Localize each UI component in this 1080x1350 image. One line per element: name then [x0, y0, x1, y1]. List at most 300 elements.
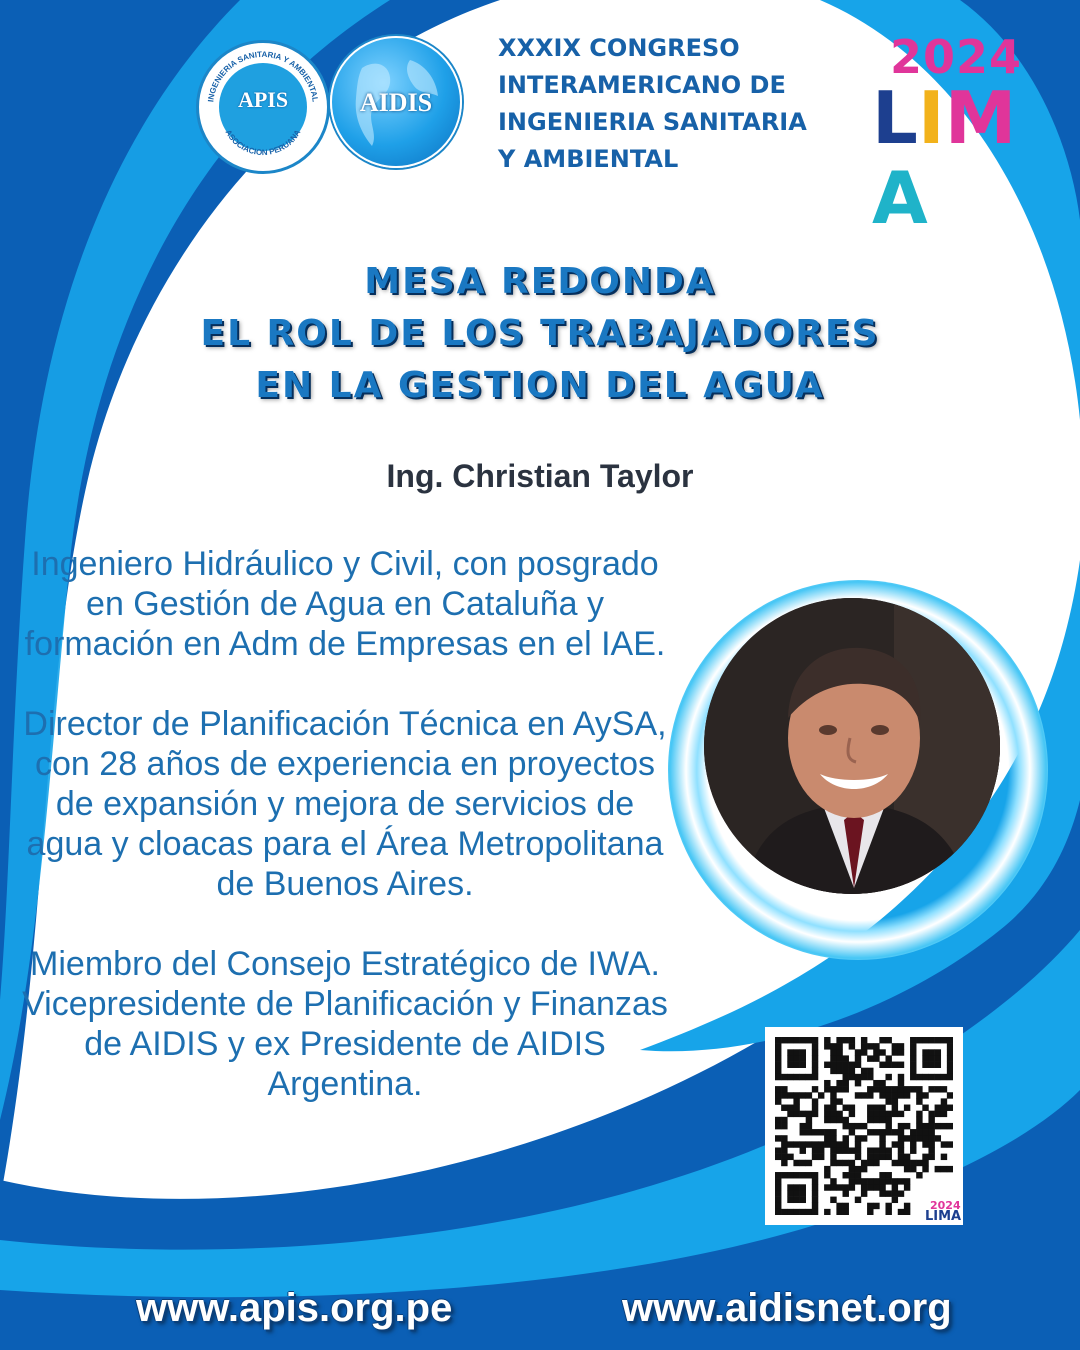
qr-module	[885, 1190, 891, 1196]
qr-module	[830, 1049, 836, 1055]
qr-module	[885, 1129, 891, 1135]
qr-module	[898, 1062, 904, 1068]
qr-module	[916, 1092, 922, 1098]
qr-module	[898, 1129, 904, 1135]
aidis-logo-text: AIDIS	[359, 88, 433, 117]
qr-module	[916, 1129, 922, 1135]
qr-module	[781, 1092, 787, 1098]
qr-module	[849, 1123, 855, 1129]
qr-module	[885, 1074, 891, 1080]
qr-module	[787, 1154, 793, 1160]
qr-module	[873, 1154, 879, 1160]
event-city	[872, 78, 1062, 238]
qr-module	[873, 1043, 879, 1049]
qr-code-pattern	[775, 1037, 953, 1215]
qr-module	[873, 1147, 879, 1153]
qr-module	[941, 1074, 947, 1080]
qr-module	[898, 1190, 904, 1196]
qr-module	[947, 1043, 953, 1049]
city-letter: M	[944, 76, 1017, 160]
qr-module	[812, 1043, 818, 1049]
qr-module	[830, 1043, 836, 1049]
qr-module	[843, 1160, 849, 1166]
qr-module	[824, 1129, 830, 1135]
qr-module	[922, 1154, 928, 1160]
qr-module	[775, 1068, 781, 1074]
qr-module	[836, 1141, 842, 1147]
qr-module	[830, 1160, 836, 1166]
qr-module	[879, 1111, 885, 1117]
qr-module	[879, 1141, 885, 1147]
qr-module	[898, 1049, 904, 1055]
qr-module	[775, 1086, 781, 1092]
qr-module	[947, 1123, 953, 1129]
qr-module	[904, 1135, 910, 1141]
qr-module	[879, 1190, 885, 1196]
qr-module	[861, 1074, 867, 1080]
qr-module	[824, 1080, 830, 1086]
qr-module	[941, 1141, 947, 1147]
qr-module	[781, 1117, 787, 1123]
qr-module	[916, 1086, 922, 1092]
qr-module	[867, 1092, 873, 1098]
qr-module	[843, 1172, 849, 1178]
qr-module	[910, 1160, 916, 1166]
qr-module	[879, 1092, 885, 1098]
qr-module	[935, 1062, 941, 1068]
qr-module	[806, 1092, 812, 1098]
qr-module	[879, 1135, 885, 1141]
qr-module	[800, 1172, 806, 1178]
qr-module	[843, 1203, 849, 1209]
qr-module	[793, 1092, 799, 1098]
qr-module	[855, 1074, 861, 1080]
qr-module	[849, 1074, 855, 1080]
qr-module	[793, 1098, 799, 1104]
qr-module	[941, 1166, 947, 1172]
qr-module	[800, 1184, 806, 1190]
qr-module	[861, 1184, 867, 1190]
qr-module	[800, 1062, 806, 1068]
qr-module	[910, 1147, 916, 1153]
qr-module	[922, 1135, 928, 1141]
qr-module	[855, 1049, 861, 1055]
qr-module	[910, 1043, 916, 1049]
qr-module	[830, 1055, 836, 1061]
apis-logo-text: APIS	[237, 87, 289, 112]
qr-module	[830, 1111, 836, 1117]
qr-module	[830, 1129, 836, 1135]
qr-module	[775, 1184, 781, 1190]
qr-module	[867, 1086, 873, 1092]
qr-module	[849, 1147, 855, 1153]
qr-module	[781, 1086, 787, 1092]
qr-module	[830, 1141, 836, 1147]
qr-module	[793, 1197, 799, 1203]
qr-module	[843, 1037, 849, 1043]
qr-module	[775, 1092, 781, 1098]
qr-module	[775, 1037, 781, 1043]
qr-module	[861, 1160, 867, 1166]
qr-module	[910, 1166, 916, 1172]
qr-module	[812, 1147, 818, 1153]
qr-module	[824, 1184, 830, 1190]
qr-module	[787, 1049, 793, 1055]
qr-module	[775, 1154, 781, 1160]
qr-module	[775, 1197, 781, 1203]
qr-module	[873, 1178, 879, 1184]
qr-module	[793, 1105, 799, 1111]
qr-module	[781, 1135, 787, 1141]
apis-logo	[196, 40, 330, 174]
qr-module	[898, 1092, 904, 1098]
qr-module	[787, 1190, 793, 1196]
qr-module	[861, 1043, 867, 1049]
qr-module	[812, 1154, 818, 1160]
qr-module	[775, 1203, 781, 1209]
qr-module	[935, 1074, 941, 1080]
qr-module	[885, 1055, 891, 1061]
qr-module	[818, 1092, 824, 1098]
qr-module	[910, 1068, 916, 1074]
qr-module	[904, 1105, 910, 1111]
speaker-bio	[20, 544, 670, 1144]
qr-module	[922, 1123, 928, 1129]
qr-module	[843, 1209, 849, 1215]
qr-module	[836, 1111, 842, 1117]
qr-module	[775, 1172, 781, 1178]
qr-module	[867, 1043, 873, 1049]
qr-module	[812, 1037, 818, 1043]
qr-module	[910, 1135, 916, 1141]
qr-module	[947, 1068, 953, 1074]
qr-module	[867, 1178, 873, 1184]
qr-module	[787, 1062, 793, 1068]
qr-module	[855, 1055, 861, 1061]
qr-module	[812, 1197, 818, 1203]
qr-module	[824, 1166, 830, 1172]
qr-module	[898, 1209, 904, 1215]
qr-module	[787, 1055, 793, 1061]
qr-module	[849, 1037, 855, 1043]
qr-module	[855, 1092, 861, 1098]
qr-module	[898, 1154, 904, 1160]
qr-module	[775, 1117, 781, 1123]
qr-module	[806, 1037, 812, 1043]
qr-module	[806, 1141, 812, 1147]
qr-code[interactable]	[765, 1027, 963, 1225]
qr-module	[800, 1049, 806, 1055]
lima-2024-logo	[872, 30, 1062, 240]
svg-text:ASOCIACION PERUANA: ASOCIACION PERUANA	[223, 128, 303, 158]
qr-module	[867, 1074, 873, 1080]
qr-module	[892, 1178, 898, 1184]
qr-module	[935, 1037, 941, 1043]
qr-module	[781, 1141, 787, 1147]
qr-module	[793, 1184, 799, 1190]
qr-module	[855, 1147, 861, 1153]
qr-module	[916, 1172, 922, 1178]
qr-module	[879, 1178, 885, 1184]
qr-module	[781, 1074, 787, 1080]
qr-module	[892, 1049, 898, 1055]
qr-module	[898, 1160, 904, 1166]
qr-module	[861, 1166, 867, 1172]
qr-module	[916, 1098, 922, 1104]
bio-paragraph: Ingeniero Hidráulico y Civil, con posgrado en Gestión de Agua en Cataluña y formación en Adm de Empresas en el IAE.	[24, 545, 666, 663]
qr-module	[812, 1086, 818, 1092]
qr-module	[947, 1037, 953, 1043]
qr-module	[947, 1092, 953, 1098]
qr-module	[812, 1178, 818, 1184]
qr-module	[830, 1105, 836, 1111]
qr-module	[787, 1172, 793, 1178]
qr-module	[836, 1049, 842, 1055]
qr-module	[941, 1154, 947, 1160]
qr-module	[830, 1062, 836, 1068]
qr-module	[812, 1129, 818, 1135]
qr-module	[892, 1098, 898, 1104]
qr-module	[855, 1123, 861, 1129]
qr-module	[830, 1184, 836, 1190]
qr-module	[855, 1197, 861, 1203]
qr-module	[824, 1105, 830, 1111]
qr-module	[885, 1117, 891, 1123]
qr-module	[892, 1184, 898, 1190]
qr-module	[855, 1154, 861, 1160]
qr-module	[916, 1117, 922, 1123]
qr-module	[922, 1074, 928, 1080]
qr-module	[812, 1062, 818, 1068]
qr-module	[928, 1074, 934, 1080]
qr-module	[775, 1147, 781, 1153]
speaker-name: Ing. Christian Taylor	[386, 458, 694, 494]
qr-module	[849, 1068, 855, 1074]
qr-module	[873, 1049, 879, 1055]
qr-module	[800, 1037, 806, 1043]
qr-module	[898, 1141, 904, 1147]
apis-website-link[interactable]: www.apis.org.pe	[136, 1286, 453, 1330]
qr-module	[775, 1098, 781, 1104]
qr-module	[843, 1141, 849, 1147]
qr-module	[904, 1203, 910, 1209]
qr-module	[855, 1178, 861, 1184]
qr-module	[836, 1209, 842, 1215]
qr-module	[898, 1086, 904, 1092]
qr-module	[806, 1209, 812, 1215]
qr-module	[830, 1135, 836, 1141]
qr-module	[867, 1147, 873, 1153]
qr-module	[941, 1037, 947, 1043]
qr-module	[824, 1209, 830, 1215]
qr-module	[836, 1037, 842, 1043]
qr-module	[855, 1062, 861, 1068]
qr-module	[941, 1123, 947, 1129]
qr-module	[793, 1111, 799, 1117]
qr-module	[867, 1068, 873, 1074]
qr-module	[843, 1184, 849, 1190]
qr-module	[812, 1074, 818, 1080]
aidis-website-link[interactable]: www.aidisnet.org	[622, 1286, 952, 1330]
qr-module	[941, 1105, 947, 1111]
qr-module	[904, 1123, 910, 1129]
qr-module	[935, 1123, 941, 1129]
qr-module	[836, 1184, 842, 1190]
qr-module	[885, 1123, 891, 1129]
qr-module	[812, 1111, 818, 1117]
qr-module	[885, 1178, 891, 1184]
qr-module	[898, 1111, 904, 1117]
qr-module	[935, 1135, 941, 1141]
qr-module	[892, 1197, 898, 1203]
qr-module	[885, 1062, 891, 1068]
qr-module	[941, 1086, 947, 1092]
qr-module	[818, 1154, 824, 1160]
qr-module	[843, 1068, 849, 1074]
qr-module	[898, 1178, 904, 1184]
qr-module	[775, 1135, 781, 1141]
qr-module	[806, 1111, 812, 1117]
qr-module	[781, 1037, 787, 1043]
qr-module	[800, 1055, 806, 1061]
qr-module	[916, 1160, 922, 1166]
qr-module	[928, 1062, 934, 1068]
session-title-line: EN LA GESTION DEL AGUA	[255, 365, 825, 406]
qr-module	[812, 1049, 818, 1055]
qr-module	[781, 1147, 787, 1153]
qr-module	[928, 1129, 934, 1135]
qr-module	[873, 1117, 879, 1123]
qr-module	[812, 1055, 818, 1061]
qr-module	[935, 1086, 941, 1092]
congress-line: INTERAMERICANO DE	[498, 71, 786, 99]
qr-module	[793, 1172, 799, 1178]
qr-module	[849, 1105, 855, 1111]
qr-module	[818, 1129, 824, 1135]
qr-module	[928, 1055, 934, 1061]
qr-module	[922, 1037, 928, 1043]
qr-module	[867, 1154, 873, 1160]
qr-module	[910, 1037, 916, 1043]
qr-module	[873, 1129, 879, 1135]
qr-module	[885, 1092, 891, 1098]
qr-module	[775, 1178, 781, 1184]
qr-module	[885, 1098, 891, 1104]
qr-module	[904, 1092, 910, 1098]
qr-module	[873, 1055, 879, 1061]
qr-module	[879, 1062, 885, 1068]
qr-module	[781, 1160, 787, 1166]
qr-module	[800, 1111, 806, 1117]
qr-module	[775, 1209, 781, 1215]
qr-module	[873, 1080, 879, 1086]
qr-badge-year: 2024	[930, 1199, 961, 1212]
qr-module	[775, 1074, 781, 1080]
qr-module	[904, 1178, 910, 1184]
qr-module	[812, 1105, 818, 1111]
qr-module	[904, 1086, 910, 1092]
qr-module	[879, 1105, 885, 1111]
qr-module	[800, 1197, 806, 1203]
qr-module	[947, 1049, 953, 1055]
qr-module	[892, 1190, 898, 1196]
qr-module	[800, 1190, 806, 1196]
qr-module	[800, 1141, 806, 1147]
qr-module	[879, 1049, 885, 1055]
qr-module	[830, 1117, 836, 1123]
qr-module	[910, 1129, 916, 1135]
qr-module	[836, 1086, 842, 1092]
qr-module	[867, 1055, 873, 1061]
qr-module	[830, 1086, 836, 1092]
qr-module	[787, 1141, 793, 1147]
qr-module	[793, 1062, 799, 1068]
qr-module	[867, 1203, 873, 1209]
qr-module	[836, 1147, 842, 1153]
qr-module	[916, 1037, 922, 1043]
qr-module	[879, 1184, 885, 1190]
qr-module	[867, 1129, 873, 1135]
qr-module	[830, 1092, 836, 1098]
qr-module	[812, 1190, 818, 1196]
qr-module	[775, 1062, 781, 1068]
qr-module	[793, 1190, 799, 1196]
qr-module	[836, 1117, 842, 1123]
qr-module	[861, 1092, 867, 1098]
qr-module	[867, 1117, 873, 1123]
qr-module	[928, 1154, 934, 1160]
qr-module	[800, 1147, 806, 1153]
qr-module	[879, 1037, 885, 1043]
congress-title	[498, 30, 868, 178]
qr-module	[800, 1123, 806, 1129]
qr-module	[873, 1203, 879, 1209]
qr-module	[793, 1055, 799, 1061]
qr-module	[885, 1172, 891, 1178]
qr-module	[892, 1092, 898, 1098]
qr-module	[836, 1055, 842, 1061]
qr-module	[916, 1135, 922, 1141]
qr-module	[879, 1147, 885, 1153]
qr-module	[941, 1098, 947, 1104]
session-title-line: EL ROL DE LOS TRABAJADORES	[200, 313, 880, 354]
qr-module	[885, 1111, 891, 1117]
qr-module	[928, 1111, 934, 1117]
qr-module	[922, 1092, 928, 1098]
qr-module	[843, 1105, 849, 1111]
qr-module	[867, 1184, 873, 1190]
qr-module	[843, 1055, 849, 1061]
qr-module	[806, 1172, 812, 1178]
qr-module	[873, 1184, 879, 1190]
qr-module	[781, 1209, 787, 1215]
qr-module	[824, 1141, 830, 1147]
qr-module	[836, 1098, 842, 1104]
qr-module	[885, 1209, 891, 1215]
qr-module	[843, 1117, 849, 1123]
qr-module	[922, 1141, 928, 1147]
qr-module	[892, 1160, 898, 1166]
qr-module	[824, 1062, 830, 1068]
qr-module	[830, 1154, 836, 1160]
qr-module	[812, 1184, 818, 1190]
qr-module	[935, 1055, 941, 1061]
qr-module	[910, 1062, 916, 1068]
qr-module	[843, 1062, 849, 1068]
bio-paragraph: Director de Planificación Técnica en AySA, con 28 años de experiencia en proyectos de expansión y mejora de servicios de agua y cloacas para el Área Metropolitana de Buenos Aires.	[23, 705, 667, 903]
qr-module	[916, 1123, 922, 1129]
session-title-line: MESA REDONDA	[364, 261, 716, 302]
